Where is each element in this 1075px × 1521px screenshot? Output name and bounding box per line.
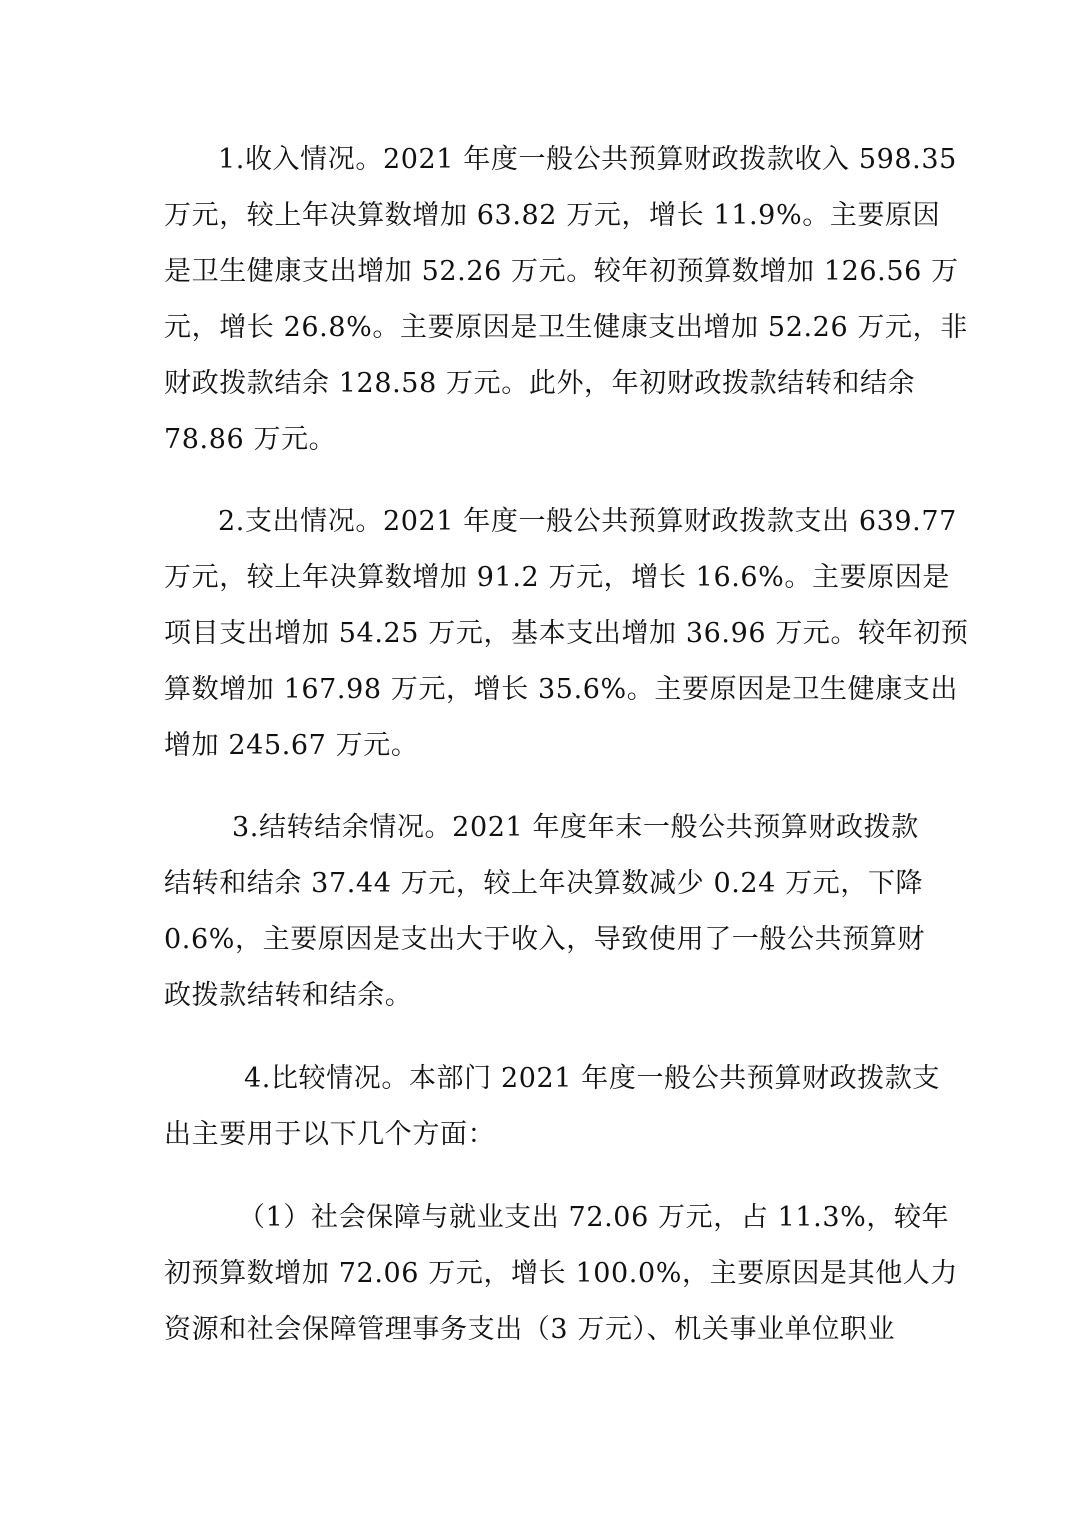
text-line: 是卫生健康支出增加 52.26 万元。较年初预算数增加 126.56 万 bbox=[164, 256, 959, 287]
text-line: 3.结转结余情况。2021 年度年末一般公共预算财政拨款 bbox=[232, 812, 919, 843]
text-line: 增加 245.67 万元。 bbox=[164, 730, 419, 761]
text-line: 万元，较上年决算数增加 63.82 万元，增长 11.9%。主要原因 bbox=[164, 200, 941, 231]
text-line: 2.支出情况。2021 年度一般公共预算财政拨款支出 639.77 bbox=[218, 506, 957, 537]
text-line: 资源和社会保障管理事务支出（3 万元）、机关事业单位职业 bbox=[164, 1314, 896, 1345]
text-line: 财政拨款结余 128.58 万元。此外，年初财政拨款结转和结余 bbox=[164, 368, 916, 399]
text-line: 元，增长 26.8%。主要原因是卫生健康支出增加 52.26 万元，非 bbox=[164, 312, 968, 343]
text-line: 政拨款结转和结余。 bbox=[164, 980, 413, 1011]
text-line: 初预算数增加 72.06 万元，增长 100.0%，主要原因是其他人力 bbox=[164, 1258, 958, 1289]
text-line: 出主要用于以下几个方面： bbox=[164, 1119, 496, 1150]
text-line: 算数增加 167.98 万元，增长 35.6%。主要原因是卫生健康支出 bbox=[164, 674, 958, 705]
text-line: （1）社会保障与就业支出 72.06 万元，占 11.3%，较年 bbox=[238, 1202, 950, 1233]
text-line: 项目支出增加 54.25 万元，基本支出增加 36.96 万元。较年初预 bbox=[164, 618, 969, 649]
text-line: 结转和结余 37.44 万元，较上年决算数减少 0.24 万元，下降 bbox=[164, 868, 924, 899]
text-line: 0.6%，主要原因是支出大于收入，导致使用了一般公共预算财 bbox=[164, 924, 925, 955]
text-line: 万元，较上年决算数增加 91.2 万元，增长 16.6%。主要原因是 bbox=[164, 562, 951, 593]
text-line: 4.比较情况。本部门 2021 年度一般公共预算财政拨款支 bbox=[244, 1063, 941, 1094]
text-line: 1.收入情况。2021 年度一般公共预算财政拨款收入 598.35 bbox=[218, 144, 957, 175]
text-line: 78.86 万元。 bbox=[164, 424, 337, 455]
